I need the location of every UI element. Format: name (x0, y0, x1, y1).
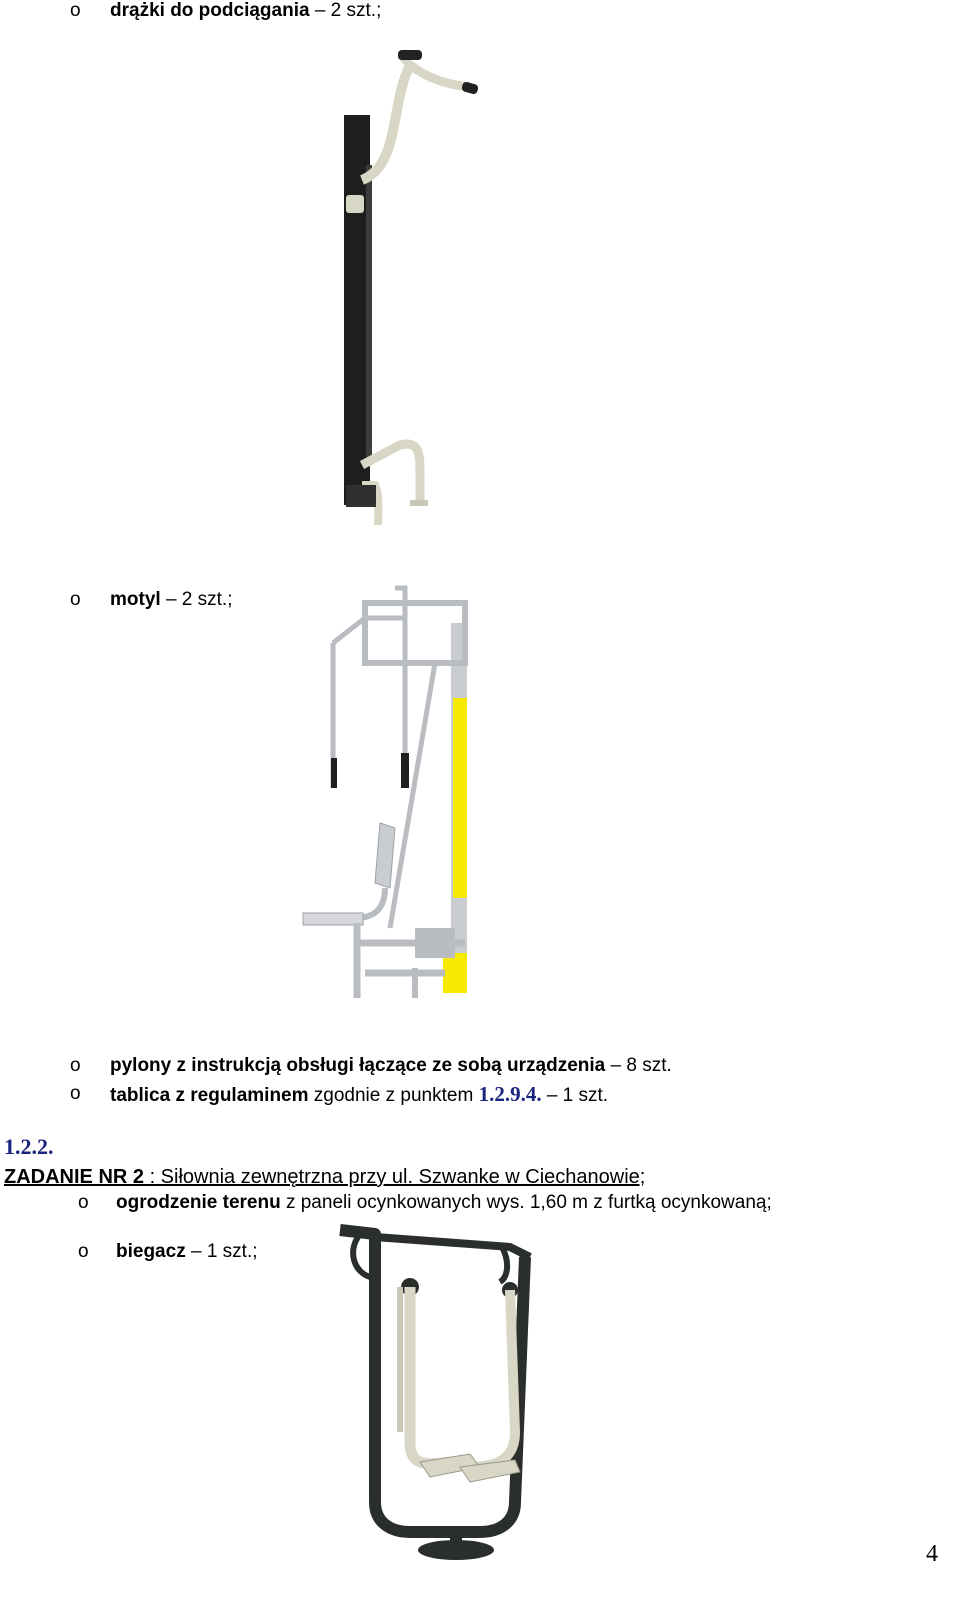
list-item-pylony (110, 1055, 672, 1077)
item-name: tablica z regulaminem (110, 1085, 309, 1106)
item-name: drążki do podciągania (110, 0, 310, 21)
air-walker-image (330, 1222, 560, 1567)
item-qty: – 1 szt.; (185, 1241, 258, 1262)
item-qty: – 1 szt. (541, 1085, 609, 1106)
item-qty: – 2 szt.; (309, 0, 382, 21)
item-name: pylony z instrukcją obsługi łączące ze sobą urządzenia (110, 1055, 606, 1076)
pullup-bar-image (340, 45, 490, 530)
list-item-tablica (110, 1083, 608, 1107)
item-desc: zgodnie z punktem (308, 1085, 479, 1106)
section-number: 1.2.2. (4, 1134, 54, 1159)
item-qty: – 8 szt. (605, 1055, 672, 1076)
bullet-marker: o (70, 1083, 81, 1104)
item-name: motyl (110, 589, 161, 610)
section-reference: 1.2.9.4. (478, 1082, 542, 1106)
section-title-bold: ZADANIE NR 2 (4, 1166, 145, 1188)
bullet-marker: o (78, 1192, 89, 1213)
section-title-rest: : Siłownia zewnętrzna przy ul. Szwanke w Ciechanowie; (144, 1166, 646, 1188)
butterfly-machine-image (295, 578, 475, 1013)
bullet-marker: o (78, 1241, 89, 1262)
list-item-biegacz (116, 1241, 258, 1263)
item-name: biegacz (116, 1241, 186, 1262)
bullet-marker: o (70, 1055, 81, 1076)
page-number: 4 (926, 1541, 938, 1567)
list-item-drazki (110, 0, 381, 22)
list-item-ogrodzenie (116, 1192, 772, 1214)
section-title (4, 1166, 645, 1189)
item-name: ogrodzenie terenu (116, 1192, 281, 1213)
bullet-marker: o (70, 0, 81, 21)
item-qty: – 2 szt.; (160, 589, 233, 610)
item-desc: z paneli ocynkowanych wys. 1,60 m z furtką ocynkowaną; (280, 1192, 772, 1213)
bullet-marker: o (70, 589, 81, 610)
list-item-motyl (110, 589, 233, 611)
